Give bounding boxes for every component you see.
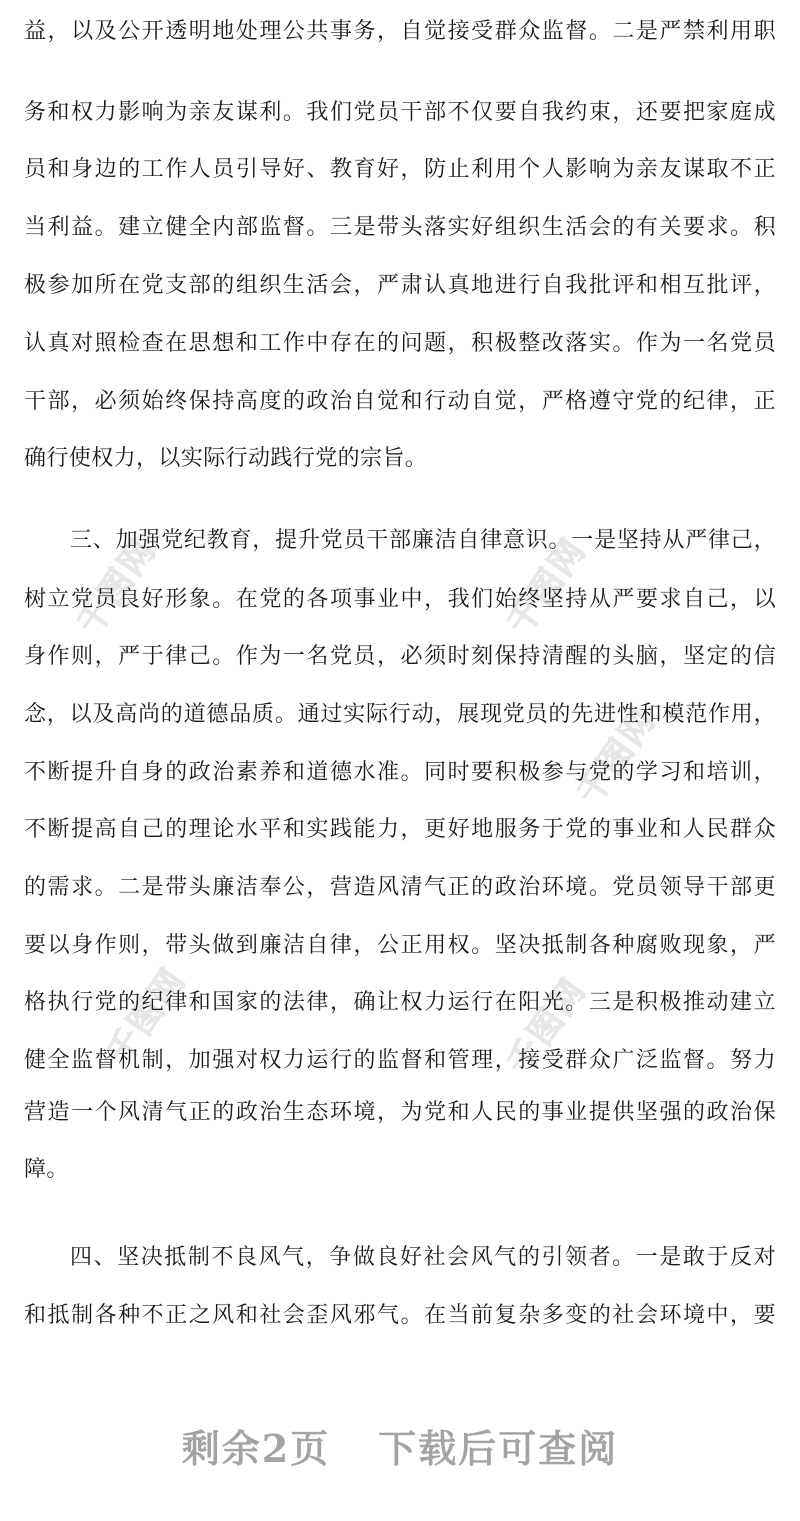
text-line: 务和权力影响为亲友谋利。我们党员干部不仅要自我约束，还要把家庭成	[24, 100, 776, 125]
paragraph-first-line: 三、加强党纪教育，提升党员干部廉洁自律意识。一是坚持从严律己，	[70, 528, 776, 553]
text-line: 极参加所在党支部的组织生活会，严肃认真地进行自我批评和相互批评，	[24, 273, 776, 298]
watermark: 千图网	[499, 970, 595, 1083]
text-line: 和抵制各种不正之风和社会歪风邪气。在当前复杂多变的社会环境中，要	[24, 1303, 776, 1328]
text-line: 念，以及高尚的道德品质。通过实际行动，展现党员的先进性和模范作用，	[24, 702, 776, 727]
watermark: 千图网	[69, 530, 165, 643]
text-line: 确行使权力，以实际行动践行党的宗旨。	[24, 446, 428, 471]
text-line: 要以身作则，带头做到廉洁自律，公正用权。坚决抵制各种腐败现象，严	[24, 933, 776, 958]
remaining-pages-banner[interactable]	[0, 1418, 800, 1473]
text-line: 不断提升自身的政治素养和道德水准。同时要积极参与党的学习和培训，	[24, 760, 776, 785]
text-line: 益，以及公开透明地处理公共事务，自觉接受群众监督。二是严禁利用职	[24, 19, 776, 44]
text-line: 干部，必须始终保持高度的政治自觉和行动自觉，严格遵守党的纪律，正	[24, 389, 776, 414]
download-to-view-text[interactable]: 下载后可查阅	[378, 1426, 619, 1471]
text-line: 健全监督机制，加强对权力运行的监督和管理，接受群众广泛监督。努力	[24, 1048, 776, 1073]
text-line: 当利益。建立健全内部监督。三是带头落实好组织生活会的有关要求。积	[24, 215, 776, 240]
text-line: 营造一个风清气正的政治生态环境，为党和人民的事业提供坚强的政治保	[24, 1100, 776, 1125]
text-line: 认真对照检查在思想和工作中存在的问题，积极整改落实。作为一名党员	[24, 331, 776, 356]
text-line: 不断提高自己的理论水平和实践能力，更好地服务于党的事业和人民群众	[24, 817, 776, 842]
text-line: 障。	[24, 1157, 69, 1182]
paragraph-first-line: 四、坚决抵制不良风气，争做良好社会风气的引领者。一是敢于反对	[70, 1245, 776, 1270]
remaining-pages-text: 剩余2页	[181, 1426, 331, 1471]
text-line: 身作则，严于律己。作为一名党员，必须时刻保持清醒的头脑，坚定的信	[24, 644, 776, 669]
text-line: 格执行党的纪律和国家的法律，确让权力运行在阳光。三是积极推动建立	[24, 990, 776, 1015]
watermark: 千图网	[569, 700, 665, 813]
text-line: 树立党员良好形象。在党的各项事业中，我们始终坚持从严要求自己，以	[24, 587, 776, 612]
text-line: 的需求。二是带头廉洁奉公，营造风清气正的政治环境。党员领导干部更	[24, 875, 776, 900]
text-line: 员和身边的工作人员引导好、教育好，防止利用个人影响为亲友谋取不正	[24, 157, 776, 182]
watermark: 千图网	[499, 530, 595, 643]
watermark: 千图网	[99, 960, 195, 1073]
